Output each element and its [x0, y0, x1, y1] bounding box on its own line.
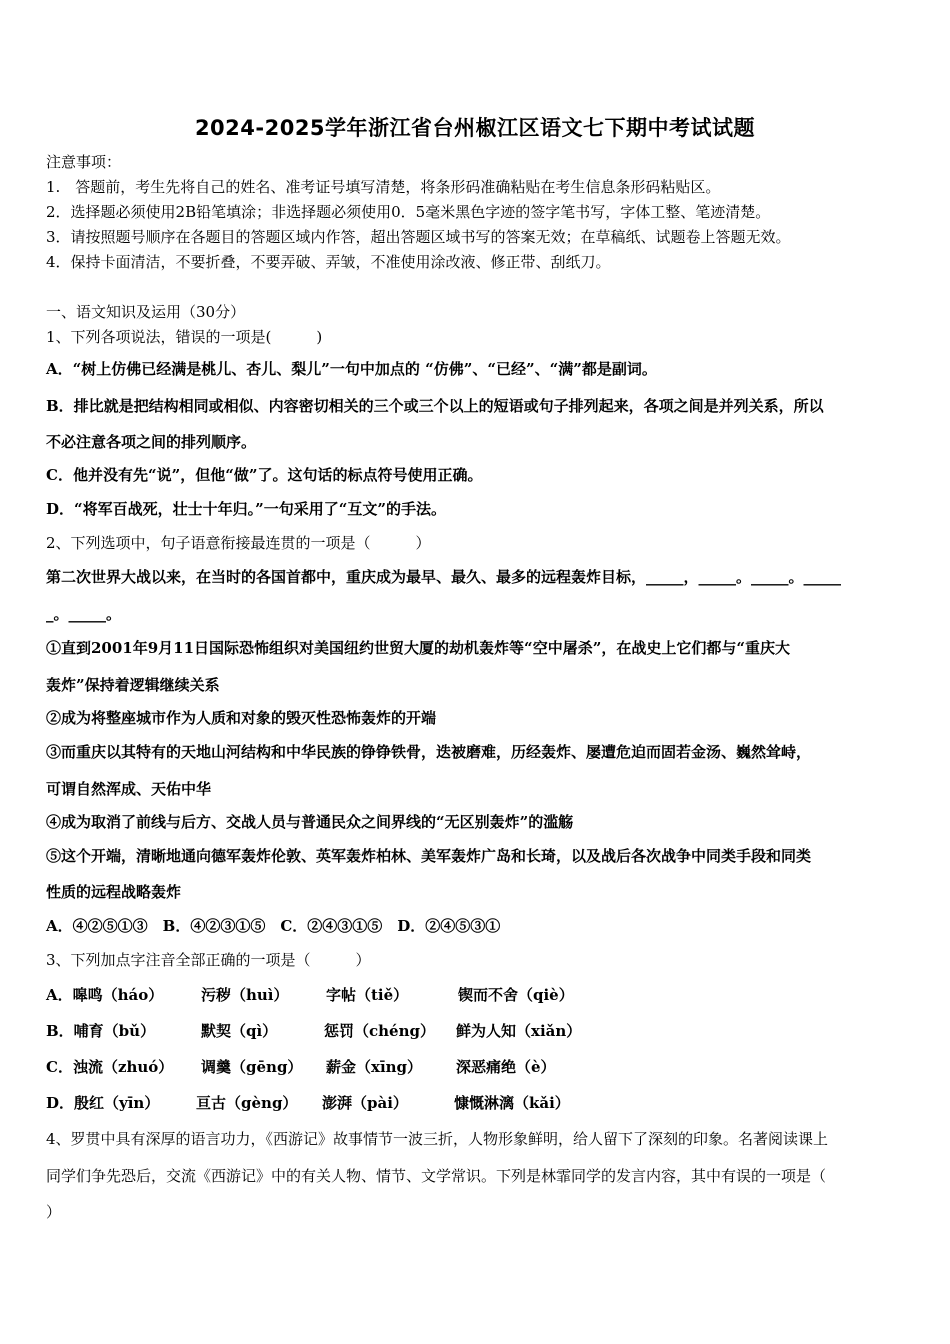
q3-cell: 污秽（huì） — [201, 986, 289, 1004]
q3-cell: 字帖（tiě） — [326, 986, 409, 1004]
notice-item-1: 1. 答题前，考生先将自己的姓名、准考证号填写清楚，将条形码准确粘贴在考生信息条形码粘贴区。 — [46, 178, 721, 196]
q1-option-b-line2: 不必注意各项之间的排列顺序。 — [46, 433, 257, 451]
q2-sentence-5b: 性质的远程战略轰炸 — [46, 883, 182, 901]
q2-sentence-3b: 可谓自然浑成、天佑中华 — [46, 780, 212, 798]
q4-line3: ） — [46, 1203, 62, 1221]
notice-item-4: 4．保持卡面清洁，不要折叠，不要弄破、弄皱，不准使用涂改液、修正带、刮纸刀。 — [46, 253, 611, 271]
q3-cell: 深恶痛绝（è） — [456, 1058, 556, 1076]
q2-sentence-1a: ①直到2001年9月11日国际恐怖组织对美国纽约世贸大厦的劫机轰炸等“空中屠杀”，在战史上它们都与“重庆大 — [46, 639, 790, 657]
q3-cell: 调羹（gēng） — [201, 1058, 303, 1076]
q2-choices: A．④②⑤①③ B．④②③①⑤ C．②④③①⑤ D．②④⑤③① — [46, 917, 501, 935]
q1-option-c: C．他并没有先“说”，但他“做”了。这句话的标点符号使用正确。 — [46, 466, 483, 484]
q3-cell: 鲜为人知（xiǎn） — [456, 1022, 582, 1040]
q3-cell: 锲而不舍（qiè） — [458, 986, 574, 1004]
q3-cell: 惩罚（chéng） — [324, 1022, 435, 1040]
q3-cell: D．殷红（yīn） — [46, 1094, 160, 1112]
q3-cell: 慷慨淋漓（kǎi） — [454, 1094, 570, 1112]
q1-option-a: A．“树上仿佛已经满是桃儿、杏儿、梨儿”一句中加点的 “仿佛”、“已经”、“满”都是副词。 — [46, 360, 657, 378]
q3-stem: 3、下列加点字注音全部正确的一项是（ ） — [46, 951, 371, 969]
q4-line2: 同学们争先恐后，交流《西游记》中的有关人物、情节、文学常识。下列是林霏同学的发言内容，其中有误的一项是（ — [46, 1167, 827, 1185]
q2-sentence-1b: 轰炸”保持着逻辑继续关系 — [46, 676, 220, 694]
q2-passage-line2: _。_____。 — [46, 605, 122, 623]
q3-cell: C．浊流（zhuó） — [46, 1058, 174, 1076]
notice-item-2: 2．选择题必须使用2B铅笔填涂；非选择题必须使用0．5毫米黑色字迹的签字笔书写，字体工整、笔迹清楚。 — [46, 203, 771, 221]
q1-stem: 1、下列各项说法，错误的一项是( ) — [46, 328, 323, 346]
q3-cell: 澎湃（pài） — [322, 1094, 408, 1112]
q2-passage-line1: 第二次世界大战以来，在当时的各国首都中，重庆成为最早、最久、最多的远程轰炸目标，_____，_____。_____。_____ — [46, 568, 842, 586]
notice-heading: 注意事项： — [46, 153, 122, 171]
q2-sentence-4: ④成为取消了前线与后方、交战人员与普通民众之间界线的“无区别轰炸”的滥觞 — [46, 813, 574, 831]
q4-line1: 4、罗贯中具有深厚的语言功力，《西游记》故事情节一波三折，人物形象鲜明，给人留下了深刻的印象。名著阅读课上 — [46, 1130, 829, 1148]
q2-stem: 2、下列选项中，句子语意衔接最连贯的一项是（ ） — [46, 534, 431, 552]
notice-item-3: 3．请按照题号顺序在各题目的答题区域内作答，超出答题区域书写的答案无效；在草稿纸、试题卷上答题无效。 — [46, 228, 791, 246]
q1-option-b-line1: B．排比就是把结构相同或相似、内容密切相关的三个或三个以上的短语或句子排列起来，各项之间是并列关系，所以 — [46, 397, 824, 415]
q3-cell: 亘古（gèng） — [196, 1094, 298, 1112]
q2-sentence-3a: ③而重庆以其特有的天地山河结构和中华民族的铮铮铁骨，迭被磨难，历经轰炸、屡遭危迫而固若金汤、巍然耸峙， — [46, 743, 812, 761]
q2-sentence-2: ②成为将整座城市作为人质和对象的毁灭性恐怖轰炸的开端 — [46, 709, 437, 727]
q3-cell: A．嗥鸣（háo） — [46, 986, 164, 1004]
section-heading: 一、语文知识及运用（30分） — [46, 303, 246, 321]
q3-cell: B．哺育（bǔ） — [46, 1022, 156, 1040]
q3-cell: 薪金（xīng） — [326, 1058, 423, 1076]
q3-cell: 默契（qì） — [201, 1022, 278, 1040]
q1-option-d: D．“将军百战死，壮士十年归。”一句采用了“互文”的手法。 — [46, 500, 447, 518]
exam-title: 2024-2025学年浙江省台州椒江区语文七下期中考试试题 — [194, 116, 756, 140]
q2-sentence-5a: ⑤这个开端，清晰地通向德军轰炸伦敦、英军轰炸柏林、美军轰炸广岛和长琦，以及战后各次战争中同类手段和同类 — [46, 847, 812, 865]
